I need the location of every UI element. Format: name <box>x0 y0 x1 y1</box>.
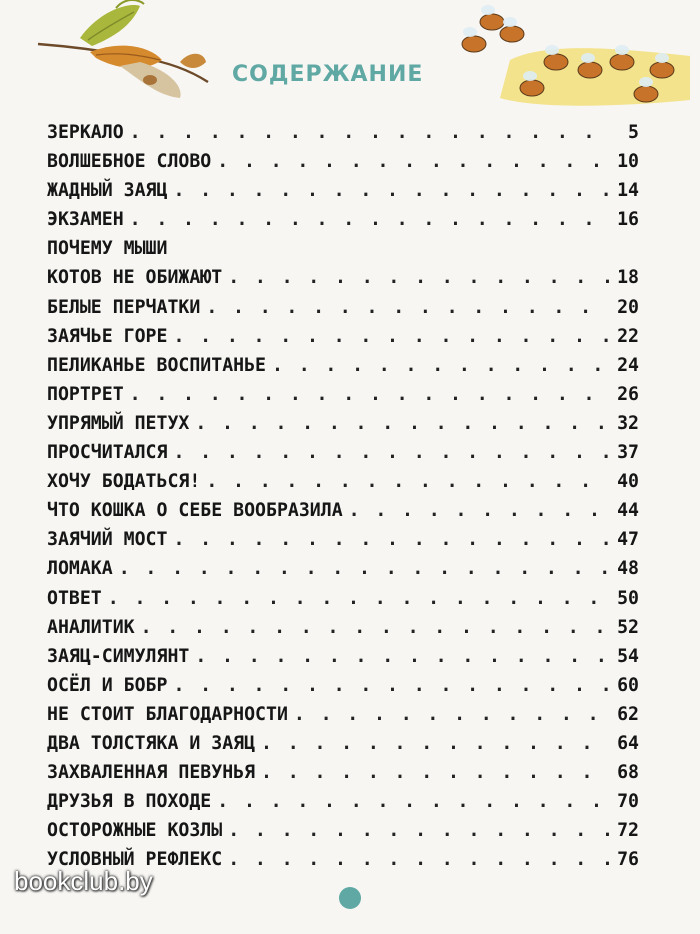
toc-entry-title: ХОЧУ БОДАТЬСЯ! <box>47 471 201 493</box>
toc-entry-title: НЕ СТОИТ БЛАГОДАРНОСТИ <box>47 703 288 725</box>
toc-entry <box>47 554 639 583</box>
toc-leader-dots <box>173 322 609 351</box>
toc-entry <box>47 758 639 787</box>
toc-entry-page: 52 <box>617 616 639 638</box>
toc-entry <box>47 787 639 816</box>
toc-entry-title: ВОЛШЕБНОЕ СЛОВО <box>47 151 212 173</box>
table-of-contents <box>47 118 639 874</box>
toc-entry-title: БЕЛЫЕ ПЕРЧАТКИ <box>47 296 201 318</box>
toc-entry-page: 32 <box>617 412 639 434</box>
toc-entry-title: ПРОСЧИТАЛСЯ <box>47 442 168 464</box>
toc-entry-title: ЗАХВАЛЕННАЯ ПЕВУНЬЯ <box>47 762 256 784</box>
toc-entry <box>47 118 639 147</box>
toc-entry-page: 37 <box>617 442 639 464</box>
toc-leader-dots <box>119 554 609 583</box>
toc-leader-dots <box>228 263 609 292</box>
watermark: bookclub.by <box>14 866 153 896</box>
toc-leader-dots <box>349 496 609 525</box>
toc-entry-title: ОСТОРОЖНЫЕ КОЗЛЫ <box>47 820 223 842</box>
toc-entry-title: ПОЧЕМУ МЫШИ <box>47 238 168 260</box>
toc-entry-title: ЗАЯЧЬЕ ГОРЕ <box>47 325 168 347</box>
toc-leader-dots <box>228 816 609 845</box>
toc-entry-page: 48 <box>617 558 639 580</box>
toc-entry-page: 24 <box>617 354 639 376</box>
toc-leader-dots <box>195 409 609 438</box>
toc-leader-dots <box>108 584 609 613</box>
toc-entry <box>47 700 639 729</box>
toc-entry-page: 40 <box>617 471 639 493</box>
page-dot-icon <box>339 887 361 909</box>
toc-leader-dots <box>195 642 609 671</box>
toc-entry <box>47 467 639 496</box>
toc-leader-dots <box>261 729 609 758</box>
toc-entry-page: 47 <box>617 529 639 551</box>
toc-entry-page: 14 <box>617 180 639 202</box>
toc-entry-title: ЭКЗАМЕН <box>47 209 124 231</box>
toc-entry-page: 16 <box>617 209 639 231</box>
toc-entry-title: ПЕЛИКАНЬЕ ВОСПИТАНЬЕ <box>47 354 266 376</box>
toc-entry-title: ЗАЯЧИЙ МОСТ <box>47 529 168 551</box>
page-title: СОДЕРЖАНИЕ <box>232 62 424 87</box>
toc-leader-dots <box>228 845 609 874</box>
toc-entry <box>47 613 639 642</box>
toc-entry <box>47 176 639 205</box>
toc-entry-page: 68 <box>617 762 639 784</box>
toc-entry <box>47 816 639 845</box>
toc-entry <box>47 438 639 467</box>
toc-leader-dots <box>217 787 609 816</box>
toc-entry-title: КОТОВ НЕ ОБИЖАЮТ <box>47 267 223 289</box>
toc-leader-dots <box>173 438 609 467</box>
toc-entry-title: ЛОМАКА <box>47 558 113 580</box>
toc-entry-page: 10 <box>617 151 639 173</box>
toc-entry-title: ЗЕРКАЛО <box>47 122 124 143</box>
toc-entry-page: 26 <box>617 383 639 405</box>
toc-leader-dots <box>294 700 609 729</box>
toc-leader-dots <box>217 147 609 176</box>
bees-swarm-icon <box>440 0 700 112</box>
toc-entry-page: 44 <box>617 500 639 522</box>
toc-leader-dots <box>141 613 609 642</box>
toc-entry <box>47 234 639 263</box>
toc-entry <box>47 147 639 176</box>
toc-entry <box>47 642 639 671</box>
oak-leaves-icon <box>30 0 230 100</box>
toc-entry-title: ДВА ТОЛСТЯКА И ЗАЯЦ <box>47 732 256 754</box>
toc-leader-dots <box>206 467 609 496</box>
toc-entry-page: 54 <box>617 645 639 667</box>
toc-entry-title: УСЛОВНЫЙ РЕФЛЕКС <box>47 849 223 871</box>
toc-leader-dots <box>173 671 609 700</box>
toc-entry <box>47 293 639 322</box>
toc-entry-page: 22 <box>617 325 639 347</box>
toc-entry-page: 5 <box>628 122 639 143</box>
toc-leader-dots <box>173 525 609 554</box>
toc-entry-page: 64 <box>617 732 639 754</box>
toc-entry-page: 72 <box>617 820 639 842</box>
toc-entry <box>47 380 639 409</box>
toc-entry <box>47 584 639 613</box>
toc-entry-page: 70 <box>617 791 639 813</box>
toc-entry-page: 62 <box>617 703 639 725</box>
toc-entry-title: ЖАДНЫЙ ЗАЯЦ <box>47 180 168 202</box>
toc-entry-title: ЧТО КОШКА О СЕБЕ ВООБРАЗИЛА <box>47 500 343 522</box>
toc-entry <box>47 729 639 758</box>
toc-entry-title: ДРУЗЬЯ В ПОХОДЕ <box>47 791 212 813</box>
toc-entry <box>47 671 639 700</box>
toc-entry-title: УПРЯМЫЙ ПЕТУХ <box>47 412 190 434</box>
toc-entry-page: 18 <box>617 267 639 289</box>
toc-entry-title: ОТВЕТ <box>47 587 102 609</box>
toc-entry <box>47 409 639 438</box>
toc-entry <box>47 496 639 525</box>
toc-leader-dots <box>272 351 609 380</box>
toc-entry-title: ПОРТРЕТ <box>47 383 124 405</box>
toc-entry-page: 76 <box>617 849 639 871</box>
toc-leader-dots <box>261 758 609 787</box>
toc-entry-page: 20 <box>617 296 639 318</box>
toc-entry <box>47 525 639 554</box>
toc-entry-title: ОСЁЛ И БОБР <box>47 674 168 696</box>
toc-entry-page: 50 <box>617 587 639 609</box>
toc-leader-dots <box>130 118 609 147</box>
toc-entry <box>47 322 639 351</box>
toc-entry <box>47 263 639 292</box>
toc-leader-dots <box>206 293 609 322</box>
toc-entry <box>47 351 639 380</box>
toc-leader-dots <box>130 205 609 234</box>
toc-entry-title: АНАЛИТИК <box>47 616 135 638</box>
toc-leader-dots <box>130 380 609 409</box>
toc-leader-dots <box>173 176 609 205</box>
toc-entry <box>47 205 639 234</box>
toc-entry-page: 60 <box>617 674 639 696</box>
toc-entry-title: ЗАЯЦ-СИМУЛЯНТ <box>47 645 190 667</box>
